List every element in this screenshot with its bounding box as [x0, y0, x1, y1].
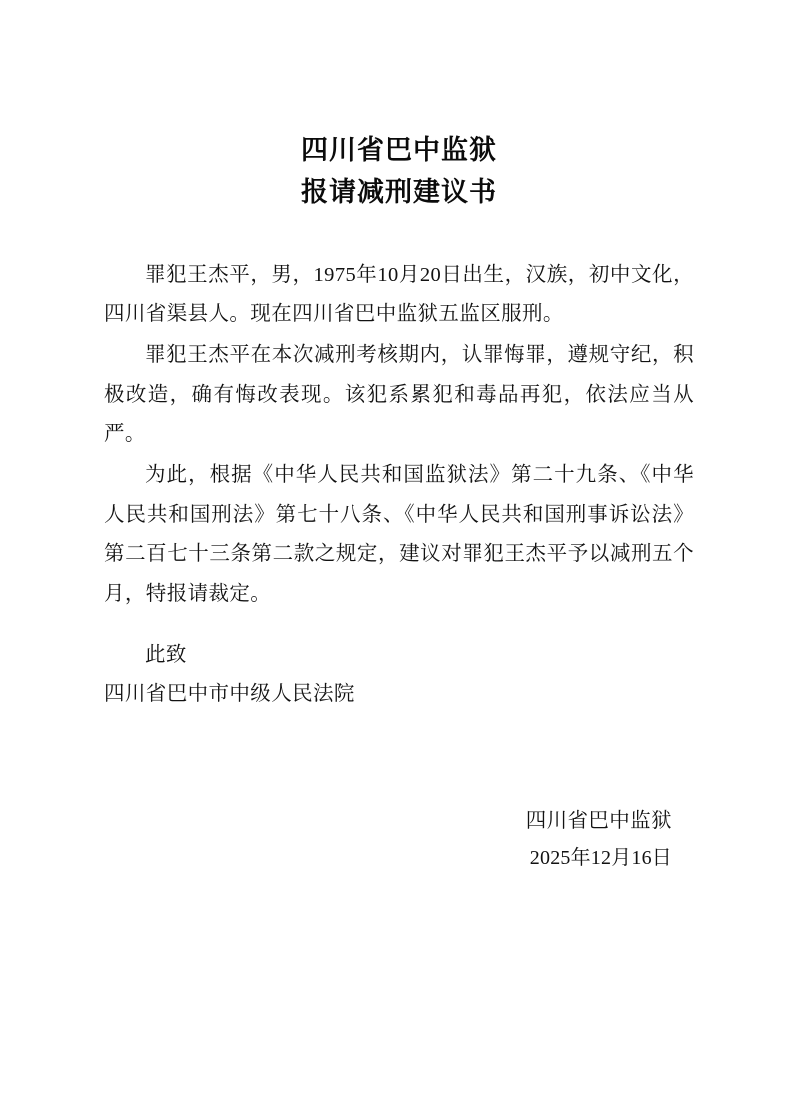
closing-block	[104, 636, 694, 715]
paragraph-legal-basis: 为此，根据《中华人民共和国监狱法》第二十九条、《中华人民共和国刑法》第七十八条、《中华人民共和国刑事诉讼法》第二百七十三条第二款之规定，建议对罪犯王杰平予以减刑五个月，特报请裁定。	[104, 464, 694, 605]
signature-issuer: 四川省巴中监狱	[525, 809, 672, 832]
title-line-2: 报请减刑建议书	[301, 176, 497, 207]
closing-salutation: 此致	[145, 643, 187, 666]
document-title	[104, 130, 694, 214]
paragraph-conduct-assessment: 罪犯王杰平在本次减刑考核期内，认罪悔罪，遵规守纪，积极改造，确有悔改表现。该犯系累犯和毒品再犯，依法应当从严。	[104, 344, 694, 446]
closing-addressee: 四川省巴中市中级人民法院	[104, 683, 355, 706]
signature-date: 2025年12月16日	[529, 846, 672, 869]
signature-block	[104, 803, 694, 876]
title-line-1: 四川省巴中监狱	[301, 135, 497, 165]
paragraph-offender-info: 罪犯王杰平，男，1975年10月20日出生，汉族，初中文化，四川省渠县人。现在四川省巴中监狱五监区服刑。	[104, 263, 694, 326]
document-body	[104, 130, 694, 876]
